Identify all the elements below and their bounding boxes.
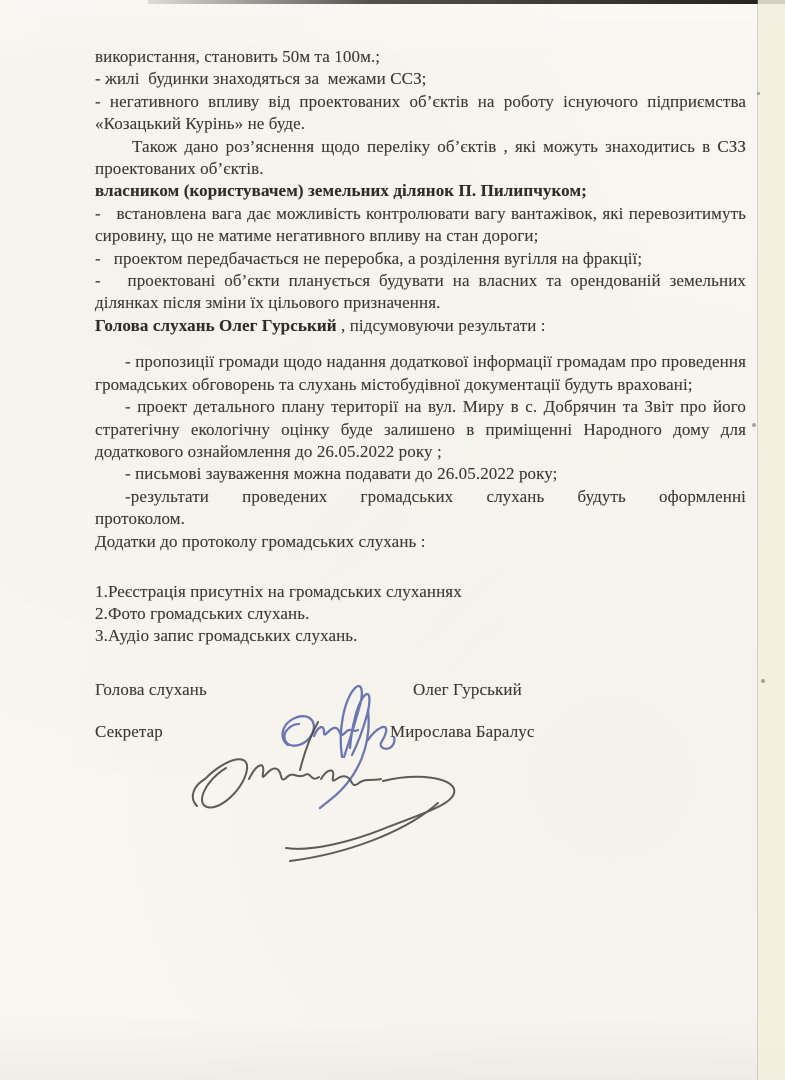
document-body xyxy=(95,46,746,763)
signature-role-secretary: Секретар xyxy=(95,721,163,741)
attachments-list xyxy=(95,581,746,647)
result-protocol: -результати проведених громадських слухань будуть оформленні протоколом. xyxy=(95,486,746,529)
chair-summary-rest: , підсумовуючи результати : xyxy=(336,315,546,335)
paragraph-szz-clarification: Також дано роз’яснення щодо переліку об’єктів , які можуть знаходитись в СЗЗ проектованих об’єктів. xyxy=(95,136,746,179)
paragraph-no-negative-impact: - негативного впливу від проектованих об’єктів на роботу існуючого підприємства «Козацький Курінь» не буде. xyxy=(95,91,746,134)
paragraph-coal-fractions: - проектом передбачається не переробка, а розділення вугілля на фракції; xyxy=(95,248,643,268)
paper-crease-line xyxy=(757,0,758,1080)
chair-summary-heading xyxy=(95,315,746,337)
result-community-proposals: - пропозиції громади щодо надання додаткової інформації громадам про проведення громадських обговорень та слухань містобудівної документації будуть враховані; xyxy=(95,352,746,394)
attachment-item-audio: 3.Аудіо запис громадських слухань. xyxy=(95,625,358,645)
signature-row-chair xyxy=(95,679,746,701)
scan-edge-artifact xyxy=(148,0,785,4)
scan-speck xyxy=(752,423,756,427)
appendix-heading: Додатки до протоколу громадських слухань : xyxy=(95,531,426,551)
scan-speck xyxy=(761,679,765,683)
signature-block xyxy=(95,679,746,743)
chair-name-bold: Голова слухань Олег Гурський xyxy=(95,315,337,335)
signature-role-chair: Голова слухань xyxy=(95,679,207,699)
attachment-item-photo: 2.Фото громадських слухань. xyxy=(95,603,310,623)
paragraph-landowner-bold: власником (користувачем) земельних ділянок П. Пилипчуком; xyxy=(95,181,587,201)
results-section xyxy=(95,351,746,530)
paragraph-residential-buildings: - жилі будинки знаходяться за межами ССЗ; xyxy=(95,69,427,89)
paper-edge-strip xyxy=(758,0,785,1080)
paragraph-truck-weight: - встановлена вага дає можливість контролювати вагу вантажівок, які перевозитимуть сировину, що не матиме негативного впливу на стан дороги; xyxy=(95,203,746,246)
result-written-comments: - письмові зауваження можна подавати до 26.05.2022 року; xyxy=(125,464,558,484)
signature-row-secretary xyxy=(95,721,746,743)
signature-name-chair: Олег Гурський xyxy=(413,679,522,699)
result-plan-available: - проект детального плану території на вул. Миру в с. Добрячин та Звіт про його стратегічну екологічну оцінку буде залишено в приміщенні Народного дому для додаткового ознайомлення до 26.05.2022 року ; xyxy=(95,397,746,461)
paragraph-usage-distances: використання, становить 50м та 100м.; xyxy=(95,47,381,66)
attachment-item-registration: 1.Реєстрація присутніх на громадських слуханнях xyxy=(95,581,462,601)
scan-speck xyxy=(757,92,760,95)
paragraph-planned-objects: - проектовані об’єкти планується будувати на власних та орендованій земельних ділянках після зміни їх цільового призначення. xyxy=(95,271,746,313)
signature-name-secretary: Мирослава Баралус xyxy=(390,721,535,741)
